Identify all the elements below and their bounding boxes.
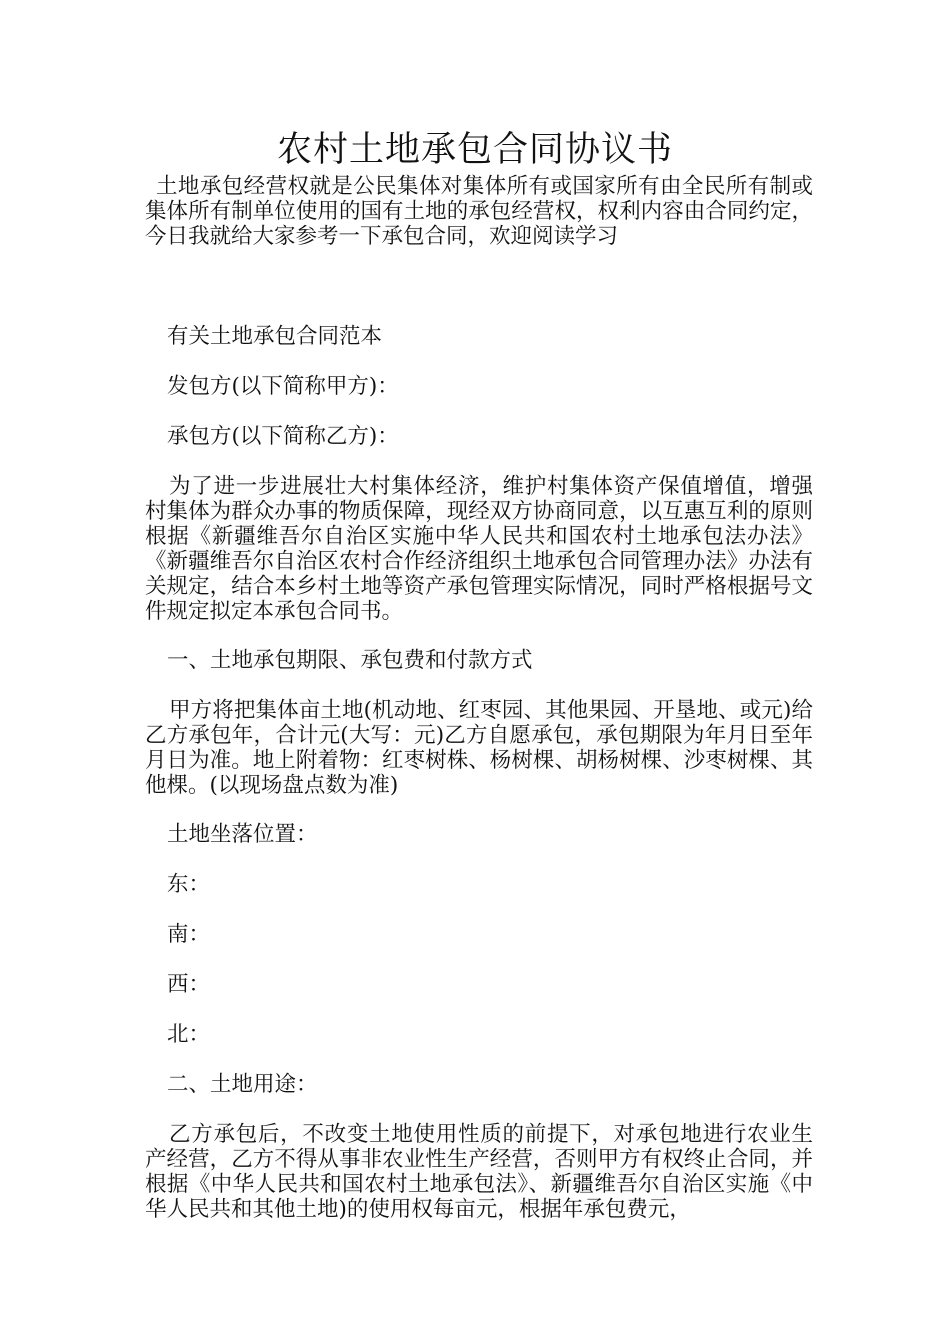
section-heading-usage: 二、土地用途： <box>167 1072 318 1097</box>
section-heading-sample: 有关土地承包合同范本 <box>167 324 383 349</box>
party-a-line: 发包方(以下简称甲方)： <box>167 374 399 399</box>
boundary-east: 东： <box>167 872 211 897</box>
usage-paragraph: 乙方承包后，不改变土地使用性质的前提下，对承包地进行农业生产经营，乙方不得从事非农业性生产经营，否则甲方有权终止合同，并根据《中华人民共和国农村土地承包法》、新疆维吾尔自治区实施《中华人民共和其他土地)的使用权每亩元，根据年承包费元， <box>145 1122 813 1222</box>
boundary-south: 南： <box>167 922 211 947</box>
location-heading: 土地坐落位置： <box>167 822 318 847</box>
boundary-west: 西： <box>167 972 211 997</box>
term-paragraph: 甲方将把集体亩土地(机动地、红枣园、其他果园、开垦地、或元)给乙方承包年，合计元(大写：元)乙方自愿承包，承包期限为年月日至年月日为准。地上附着物：红枣树株、杨树棵、胡杨树棵、沙枣树棵、其他棵。(以现场盘点数为准) <box>145 698 813 798</box>
preamble-paragraph: 为了进一步进展壮大村集体经济，维护村集体资产保值增值，增强村集体为群众办事的物质保障，现经双方协商同意，以互惠互利的原则根据《新疆维吾尔自治区实施中华人民共和国农村土地承包法办法》《新疆维吾尔自治区农村合作经济组织土地承包合同管理办法》办法有关规定，结合本乡村土地等资产承包管理实际情况，同时严格根据号文件规定拟定本承包合同书。 <box>145 474 813 624</box>
party-b-line: 承包方(以下简称乙方)： <box>167 424 399 449</box>
intro-paragraph: 土地承包经营权就是公民集体对集体所有或国家所有由全民所有制或集体所有制单位使用的国有土地的承包经营权，权利内容由合同约定，今日我就给大家参考一下承包合同，欢迎阅读学习 <box>145 174 813 249</box>
section-heading-term: 一、土地承包期限、承包费和付款方式 <box>167 648 533 673</box>
document-title: 农村土地承包合同协议书 <box>276 130 673 170</box>
boundary-north: 北： <box>167 1022 211 1047</box>
